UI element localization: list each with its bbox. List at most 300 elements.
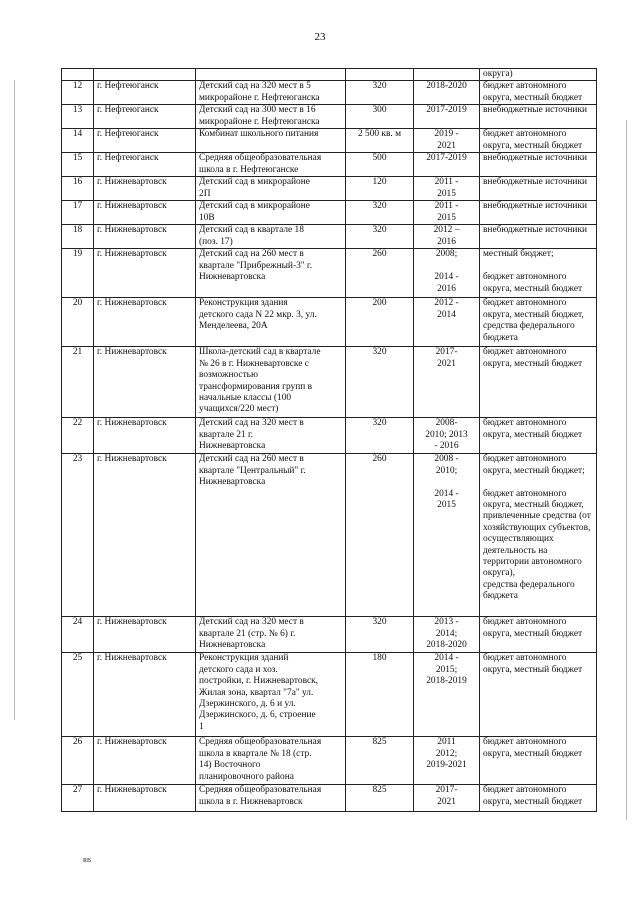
cell-line: начальные классы (100 bbox=[199, 393, 292, 404]
cell-text: 320 bbox=[372, 201, 387, 212]
cell-object bbox=[196, 785, 346, 812]
cell-object bbox=[196, 617, 346, 653]
cell-line: округа, местный бюджет bbox=[483, 283, 583, 294]
cell-period bbox=[414, 201, 480, 225]
cell-line: 2008; bbox=[435, 249, 458, 260]
cell-capacity bbox=[346, 347, 414, 418]
cell-text: 120 bbox=[372, 177, 387, 188]
cell-line: 2018-2020 bbox=[426, 640, 467, 651]
cell-number bbox=[62, 177, 94, 201]
cell-text: 320 bbox=[372, 347, 387, 358]
cell-line: Нижневартовска bbox=[199, 640, 266, 651]
cell-capacity bbox=[346, 454, 414, 617]
cell-text: 2 500 кв. м bbox=[357, 129, 402, 140]
cell-number bbox=[62, 249, 94, 298]
cell-text: 21 bbox=[72, 347, 83, 358]
cell-line: 2014; bbox=[435, 628, 458, 639]
cell-funding-source bbox=[480, 225, 597, 249]
cell-line: детского сада N 22 мкр. 3, ул. bbox=[199, 309, 317, 320]
table-row bbox=[62, 737, 597, 785]
cell-line: осуществляющих bbox=[483, 534, 554, 545]
cell-text: 320 bbox=[372, 225, 387, 236]
cell-text: 320 bbox=[372, 617, 387, 628]
cell-text: 19 bbox=[72, 249, 83, 260]
cell-number bbox=[62, 737, 94, 785]
cell-line: Нижневартовска bbox=[199, 441, 266, 452]
cell-number bbox=[62, 225, 94, 249]
cell-line: 2016 bbox=[437, 236, 456, 247]
cell-funding-source bbox=[480, 153, 597, 177]
cell-municipality bbox=[94, 105, 196, 129]
cell-text: г. Нижневартовск bbox=[97, 617, 167, 628]
table-row bbox=[62, 249, 597, 298]
cell-line: хозяйствующих субъектов, bbox=[483, 522, 591, 533]
table-row bbox=[62, 69, 597, 81]
cell-text: 18 bbox=[72, 225, 83, 236]
cell-text: г. Нижневартовск bbox=[97, 653, 167, 664]
cell-line: привлеченные средства (от bbox=[483, 511, 591, 522]
cell-line: бюджет автономного bbox=[483, 418, 567, 429]
cell-line: бюджет автономного bbox=[483, 617, 567, 628]
cell-period bbox=[414, 105, 480, 129]
cell-funding-source bbox=[480, 105, 597, 129]
cell-line: Менделеева, 20А bbox=[199, 321, 268, 332]
cell-text: г. Нефтеюганск bbox=[97, 81, 159, 92]
cell-capacity bbox=[346, 129, 414, 153]
cell-number bbox=[62, 418, 94, 454]
page-number: 23 bbox=[314, 31, 326, 43]
cell-capacity bbox=[346, 249, 414, 298]
cell-line: внебюджетные источники bbox=[483, 177, 588, 188]
cell-municipality bbox=[94, 347, 196, 418]
cell-period bbox=[414, 347, 480, 418]
cell-line: 2017-2019 bbox=[426, 105, 467, 116]
cell-period bbox=[414, 737, 480, 785]
cell-line: школа в г. Нефтеюганске bbox=[199, 164, 299, 175]
cell-funding-source bbox=[480, 454, 597, 617]
cell-line: 2021 bbox=[437, 796, 456, 807]
cell-line: бюджет автономного bbox=[483, 298, 567, 309]
table-row bbox=[62, 454, 597, 617]
cell-capacity bbox=[346, 785, 414, 812]
scan-edge-left bbox=[14, 80, 15, 720]
cell-line: территории автономного bbox=[483, 557, 582, 568]
cell-text: 260 bbox=[372, 454, 387, 465]
cell-line: округа, местный бюджет, bbox=[483, 309, 584, 320]
cell-text: г. Нижневартовск bbox=[97, 249, 167, 260]
cell-line: Комбинат школьного питания bbox=[199, 129, 319, 140]
table-row bbox=[62, 617, 597, 653]
cell-text: 22 bbox=[72, 418, 83, 429]
cell-funding-source bbox=[480, 418, 597, 454]
cell-line: школа в квартале № 18 (стр. bbox=[199, 748, 312, 759]
cell-line: 2021 bbox=[437, 358, 456, 369]
cell-line: средства федерального bbox=[483, 579, 575, 590]
cell-object bbox=[196, 418, 346, 454]
cell-municipality bbox=[94, 617, 196, 653]
scan-edge-right bbox=[626, 120, 627, 820]
cell-line: округа, местный бюджет bbox=[483, 664, 583, 675]
cell-period bbox=[414, 617, 480, 653]
cell-line: Детский сад в микрорайоне bbox=[199, 201, 310, 212]
cell-number bbox=[62, 129, 94, 153]
cell-funding-source bbox=[480, 785, 597, 812]
cell-text: 320 bbox=[372, 418, 387, 429]
cell-line: бюджета bbox=[483, 591, 518, 602]
cell-period bbox=[414, 129, 480, 153]
cell-line: округа, местный бюджет bbox=[483, 140, 583, 151]
cell-object bbox=[196, 454, 346, 617]
cell-line: Детский сад на 260 мест в bbox=[199, 454, 304, 465]
cell-line: Средняя общеобразовательная bbox=[199, 737, 322, 748]
cell-text: г. Нижневартовск bbox=[97, 225, 167, 236]
cell-period bbox=[414, 225, 480, 249]
table-row bbox=[62, 298, 597, 347]
table-body bbox=[62, 69, 597, 812]
cell-funding-source bbox=[480, 347, 597, 418]
cell-line: 2016 bbox=[437, 283, 456, 294]
cell-funding-source bbox=[480, 201, 597, 225]
cell-line: 2019-2021 bbox=[426, 760, 467, 771]
cell-line: бюджет автономного bbox=[483, 488, 567, 499]
cell-line: 2014 bbox=[437, 309, 456, 320]
cell-municipality bbox=[94, 69, 196, 81]
cell-line: 2012 – bbox=[433, 225, 460, 236]
cell-line: Детский сад на 320 мест в bbox=[199, 617, 304, 628]
cell-municipality bbox=[94, 298, 196, 347]
cell-line: Детский сад на 260 мест в bbox=[199, 249, 304, 260]
cell-text: г. Нижневартовск bbox=[97, 201, 167, 212]
cell-text: 825 bbox=[372, 737, 387, 748]
table-row bbox=[62, 105, 597, 129]
cell-line: бюджет автономного bbox=[483, 454, 567, 465]
cell-capacity bbox=[346, 737, 414, 785]
cell-line: Детский сад на 320 мест в 5 bbox=[199, 81, 311, 92]
cell-line: бюджет автономного bbox=[483, 129, 567, 140]
cell-line: 2012 - bbox=[434, 298, 459, 309]
cell-number bbox=[62, 298, 94, 347]
cell-number bbox=[62, 153, 94, 177]
cell-municipality bbox=[94, 737, 196, 785]
cell-line: 2010; 2013 bbox=[425, 429, 468, 440]
cell-line: Нижневартовска bbox=[199, 272, 266, 283]
cell-municipality bbox=[94, 785, 196, 812]
cell-funding-source bbox=[480, 81, 597, 105]
cell-text: 200 bbox=[372, 298, 387, 309]
cell-text: г. Нижневартовск bbox=[97, 347, 167, 358]
table-row bbox=[62, 201, 597, 225]
cell-object bbox=[196, 105, 346, 129]
table-row bbox=[62, 153, 597, 177]
cell-line: 2019 - bbox=[434, 129, 459, 140]
cell-period bbox=[414, 454, 480, 617]
cell-line: квартале "Центральный" г. bbox=[199, 465, 306, 476]
cell-line: Детский сад в микрорайоне bbox=[199, 177, 310, 188]
table-row bbox=[62, 785, 597, 812]
cell-number bbox=[62, 201, 94, 225]
cell-line: средства федерального bbox=[483, 321, 575, 332]
footer-mark: RB bbox=[83, 858, 92, 864]
cell-text: г. Нижневартовск bbox=[97, 298, 167, 309]
cell-text: г. Нижневартовск bbox=[97, 454, 167, 465]
cell-municipality bbox=[94, 418, 196, 454]
cell-period bbox=[414, 298, 480, 347]
cell-text: 320 bbox=[372, 81, 387, 92]
cell-text: 12 bbox=[72, 81, 83, 92]
cell-line bbox=[483, 477, 593, 488]
cell-text: 500 bbox=[372, 153, 387, 164]
cell-line: бюджет автономного bbox=[483, 272, 567, 283]
cell-line: округа, местный бюджет, bbox=[483, 500, 584, 511]
cell-line: Дзержинского, д. 6, строение bbox=[199, 710, 316, 721]
cell-funding-source bbox=[480, 737, 597, 785]
cell-line: округа) bbox=[483, 69, 513, 79]
construction-objects-table bbox=[61, 68, 597, 812]
cell-text: 260 bbox=[372, 249, 387, 260]
cell-text: г. Нефтеюганск bbox=[97, 129, 159, 140]
cell-municipality bbox=[94, 454, 196, 617]
cell-object bbox=[196, 347, 346, 418]
cell-capacity bbox=[346, 225, 414, 249]
cell-object bbox=[196, 653, 346, 737]
cell-number bbox=[62, 347, 94, 418]
cell-line: 2008- bbox=[435, 418, 458, 429]
cell-line: 14) Восточного bbox=[199, 760, 261, 771]
cell-period bbox=[414, 418, 480, 454]
cell-line: учащихся/220 мест) bbox=[199, 404, 279, 415]
cell-line: внебюджетные источники bbox=[483, 153, 588, 164]
cell-capacity bbox=[346, 153, 414, 177]
cell-text: г. Нижневартовск bbox=[97, 785, 167, 796]
cell-municipality bbox=[94, 225, 196, 249]
cell-municipality bbox=[94, 653, 196, 737]
cell-capacity bbox=[346, 177, 414, 201]
cell-municipality bbox=[94, 129, 196, 153]
cell-line: 2011 bbox=[437, 737, 456, 748]
cell-object bbox=[196, 201, 346, 225]
cell-line: 2011 - bbox=[434, 201, 459, 212]
cell-line bbox=[417, 477, 476, 488]
cell-line: - 2016 bbox=[434, 441, 459, 452]
cell-line: 2014 - bbox=[434, 653, 459, 664]
cell-period bbox=[414, 177, 480, 201]
cell-capacity bbox=[346, 298, 414, 347]
cell-line: школа в г. Нижневартовск bbox=[199, 796, 303, 807]
table-row bbox=[62, 653, 597, 737]
cell-object bbox=[196, 69, 346, 81]
cell-capacity bbox=[346, 653, 414, 737]
cell-line: округа, местный бюджет bbox=[483, 748, 583, 759]
cell-object bbox=[196, 225, 346, 249]
cell-text: 180 bbox=[372, 653, 387, 664]
cell-line: микрорайоне г. Нефтеюганска bbox=[199, 92, 320, 103]
cell-text: 25 bbox=[72, 653, 83, 664]
cell-capacity bbox=[346, 69, 414, 81]
cell-line: 2021 bbox=[437, 140, 456, 151]
cell-text: г. Нижневартовск bbox=[97, 418, 167, 429]
cell-text: 14 bbox=[72, 129, 83, 140]
cell-municipality bbox=[94, 177, 196, 201]
cell-line: внебюджетные источники bbox=[483, 105, 588, 116]
cell-line: квартале 21 г. bbox=[199, 429, 254, 440]
cell-line: Дзержинского, д. 6 и ул. bbox=[199, 699, 296, 710]
cell-object bbox=[196, 298, 346, 347]
cell-line: бюджет автономного bbox=[483, 737, 567, 748]
cell-line: 2013 - bbox=[434, 617, 459, 628]
cell-line: округа, местный бюджет bbox=[483, 92, 583, 103]
cell-line: бюджет автономного bbox=[483, 81, 567, 92]
cell-line: Нижневартовска bbox=[199, 477, 266, 488]
cell-line: постройки, г. Нижневартовск, bbox=[199, 676, 318, 687]
cell-period bbox=[414, 81, 480, 105]
cell-text: г. Нефтеюганск bbox=[97, 105, 159, 116]
cell-number bbox=[62, 653, 94, 737]
cell-line: округа, местный бюджет bbox=[483, 796, 583, 807]
cell-municipality bbox=[94, 201, 196, 225]
cell-period bbox=[414, 249, 480, 298]
cell-line: бюджет автономного bbox=[483, 347, 567, 358]
cell-line: округа, местный бюджет bbox=[483, 358, 583, 369]
cell-line: Детский сад на 320 мест в bbox=[199, 418, 304, 429]
cell-funding-source bbox=[480, 653, 597, 737]
cell-object bbox=[196, 737, 346, 785]
cell-text: 24 bbox=[72, 617, 83, 628]
cell-line: 2015 bbox=[437, 212, 456, 223]
cell-line: Средняя общеобразовательная bbox=[199, 785, 322, 796]
cell-line: внебюджетные источники bbox=[483, 201, 588, 212]
cell-text: г. Нефтеюганск bbox=[97, 153, 159, 164]
cell-line: Детский сад на 300 мест в 16 bbox=[199, 105, 316, 116]
cell-line: 2П bbox=[199, 188, 211, 199]
cell-line: 2017- bbox=[435, 785, 458, 796]
cell-period bbox=[414, 69, 480, 81]
cell-line: внебюджетные источники bbox=[483, 225, 588, 236]
cell-line: 2014 - bbox=[434, 272, 459, 283]
cell-line: округа, местный бюджет bbox=[483, 429, 583, 440]
cell-text: 300 bbox=[372, 105, 387, 116]
cell-line: возможностью bbox=[199, 370, 258, 381]
cell-text: 20 bbox=[72, 298, 83, 309]
cell-text: 23 bbox=[72, 454, 83, 465]
cell-line: 2015 bbox=[437, 500, 456, 511]
cell-line: 2010; bbox=[435, 465, 458, 476]
cell-object bbox=[196, 153, 346, 177]
cell-funding-source bbox=[480, 129, 597, 153]
cell-line: округа, местный бюджет bbox=[483, 628, 583, 639]
cell-line: (поз. 17) bbox=[199, 236, 233, 247]
cell-period bbox=[414, 785, 480, 812]
table-row bbox=[62, 347, 597, 418]
cell-text: 16 bbox=[72, 177, 83, 188]
cell-municipality bbox=[94, 153, 196, 177]
cell-municipality bbox=[94, 249, 196, 298]
cell-text: 26 bbox=[72, 737, 83, 748]
cell-line: Реконструкция зданий bbox=[199, 653, 289, 664]
table-row bbox=[62, 225, 597, 249]
cell-line: 2008 - bbox=[434, 454, 459, 465]
cell-text: 27 bbox=[72, 785, 83, 796]
cell-line bbox=[483, 261, 593, 272]
table-row bbox=[62, 177, 597, 201]
cell-funding-source bbox=[480, 177, 597, 201]
cell-text: 825 bbox=[372, 785, 387, 796]
cell-funding-source bbox=[480, 249, 597, 298]
cell-capacity bbox=[346, 201, 414, 225]
cell-line: Детский сад в квартале 18 bbox=[199, 225, 304, 236]
cell-line: трансформирования групп в bbox=[199, 381, 313, 392]
cell-line: Школа-детский сад в квартале bbox=[199, 347, 321, 358]
cell-line bbox=[417, 261, 476, 272]
cell-object bbox=[196, 81, 346, 105]
cell-line: Средняя общеобразовательная bbox=[199, 153, 322, 164]
cell-text: 17 bbox=[72, 201, 83, 212]
cell-line: 2017-2019 bbox=[426, 153, 467, 164]
cell-line: деятельность на bbox=[483, 545, 548, 556]
cell-line: 2017- bbox=[435, 347, 458, 358]
cell-capacity bbox=[346, 105, 414, 129]
cell-funding-source bbox=[480, 69, 597, 81]
cell-municipality bbox=[94, 81, 196, 105]
cell-line: 2014 - bbox=[434, 488, 459, 499]
cell-line: бюджета bbox=[483, 332, 518, 343]
cell-capacity bbox=[346, 418, 414, 454]
cell-line: 2015 bbox=[437, 188, 456, 199]
cell-line: квартале "Прибрежный-3" г. bbox=[199, 260, 313, 271]
cell-period bbox=[414, 653, 480, 737]
cell-line: Жилая зона, квартал "7а" ул. bbox=[199, 687, 314, 698]
cell-line: № 26 в г. Нижневартовске с bbox=[199, 358, 309, 369]
table-row bbox=[62, 418, 597, 454]
cell-line: микрорайоне г. Нефтеюганска bbox=[199, 116, 320, 127]
cell-funding-source bbox=[480, 617, 597, 653]
cell-line: 10В bbox=[199, 212, 215, 223]
cell-capacity bbox=[346, 81, 414, 105]
cell-number bbox=[62, 105, 94, 129]
cell-number bbox=[62, 785, 94, 812]
table-row bbox=[62, 129, 597, 153]
cell-line: 2018-2020 bbox=[426, 81, 467, 92]
cell-line: 2012; bbox=[435, 748, 458, 759]
cell-line: планировочного района bbox=[199, 771, 294, 782]
table-row bbox=[62, 81, 597, 105]
cell-line: квартале 21 (стр. № 6) г. bbox=[199, 628, 296, 639]
cell-number bbox=[62, 69, 94, 81]
cell-line: Реконструкция здания bbox=[199, 298, 288, 309]
cell-line: округа), bbox=[483, 568, 515, 579]
cell-object bbox=[196, 177, 346, 201]
cell-line: 2018-2019 bbox=[426, 676, 467, 687]
cell-line: детского сада и хоз. bbox=[199, 664, 278, 675]
cell-object bbox=[196, 249, 346, 298]
cell-line: 2015; bbox=[435, 664, 458, 675]
cell-object bbox=[196, 129, 346, 153]
cell-text: 13 bbox=[72, 105, 83, 116]
cell-line: 2011 - bbox=[434, 177, 459, 188]
cell-number bbox=[62, 454, 94, 617]
cell-number bbox=[62, 81, 94, 105]
cell-text: 15 bbox=[72, 153, 83, 164]
cell-line: округа, местный бюджет; bbox=[483, 465, 585, 476]
cell-text: г. Нижневартовск bbox=[97, 177, 167, 188]
cell-capacity bbox=[346, 617, 414, 653]
cell-line: бюджет автономного bbox=[483, 653, 567, 664]
cell-text: г. Нижневартовск bbox=[97, 737, 167, 748]
cell-funding-source bbox=[480, 298, 597, 347]
cell-number bbox=[62, 617, 94, 653]
cell-line: местный бюджет; bbox=[483, 249, 554, 260]
cell-line: 1 bbox=[199, 721, 204, 732]
cell-line: бюджет автономного bbox=[483, 785, 567, 796]
